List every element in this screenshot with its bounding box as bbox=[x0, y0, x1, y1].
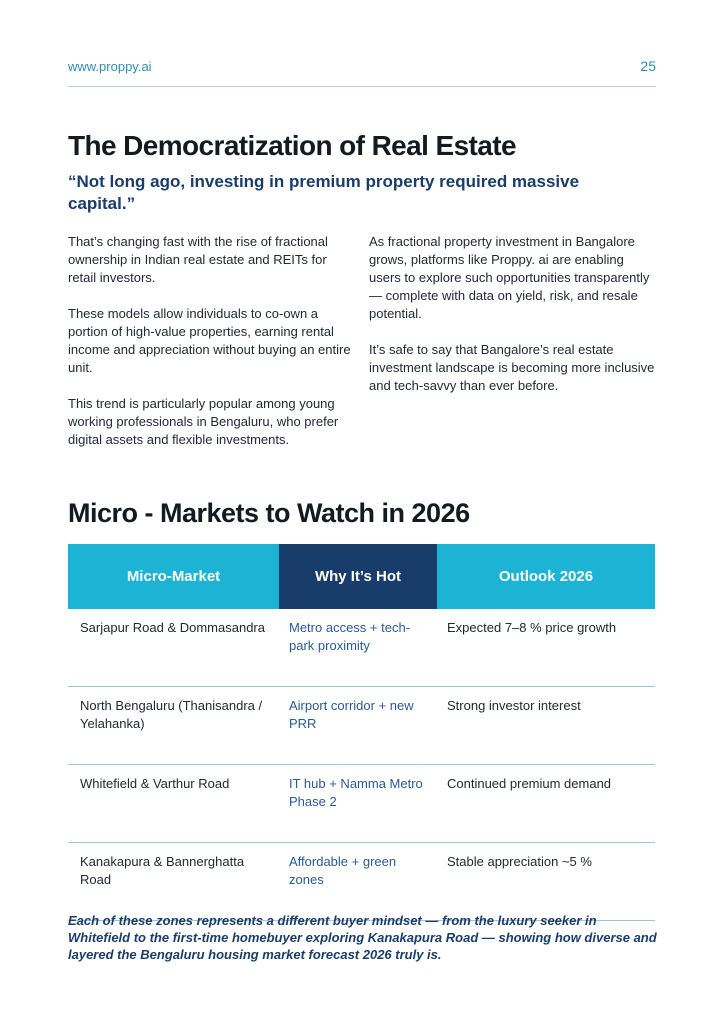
markets-heading: Micro - Markets to Watch in 2026 bbox=[68, 498, 470, 528]
closing-note: Each of these zones represents a different buyer mindset — from the luxury seeker in Whitefield to the first-time homebuyer exploring Kanakapura Road — showing how diverse and layered the Bengaluru housing market forecast 2026 truly is. bbox=[68, 913, 657, 962]
column-header-why-hot: Why It’s Hot bbox=[279, 544, 437, 609]
pull-quote: “Not long ago, investing in premium property required massive capital.” bbox=[68, 172, 580, 213]
outlook-cell: Expected 7–8 % price growth bbox=[437, 609, 655, 687]
outlook-cell: Stable appreciation ~5 % bbox=[437, 843, 655, 921]
right-column bbox=[369, 233, 655, 413]
table-row bbox=[68, 609, 655, 687]
micro-markets-table bbox=[68, 544, 655, 921]
reason-cell: IT hub + Namma Metro Phase 2 bbox=[279, 765, 437, 843]
outlook-cell: Continued premium demand bbox=[437, 765, 655, 843]
paragraph: These models allow individuals to co-own a portion of high-value properties, earning rental income and appreciation without buying an entire unit. bbox=[68, 306, 351, 375]
column-header-outlook: Outlook 2026 bbox=[437, 544, 655, 609]
paragraph: As fractional property investment in Bangalore grows, platforms like Proppy. ai are enabling users to explore such opportunities transparently — complete with data on yield, risk, and resale potential. bbox=[369, 234, 650, 321]
reason-cell: Affordable + green zones bbox=[279, 843, 437, 921]
paragraph: This trend is particularly popular among young working professionals in Bengaluru, who prefer digital assets and flexible investments. bbox=[68, 396, 339, 447]
reason-cell: Airport corridor + new PRR bbox=[279, 687, 437, 765]
table-row bbox=[68, 843, 655, 921]
paragraph: That’s changing fast with the rise of fractional ownership in Indian real estate and REITs for retail investors. bbox=[68, 234, 328, 285]
table-row bbox=[68, 687, 655, 765]
market-cell: North Bengaluru (Thanisandra / Yelahanka) bbox=[68, 687, 279, 765]
page-header bbox=[68, 56, 656, 87]
page-number: 25 bbox=[640, 58, 656, 74]
market-cell: Sarjapur Road & Dommasandra bbox=[68, 609, 279, 687]
outlook-cell: Strong investor interest bbox=[437, 687, 655, 765]
left-column bbox=[68, 233, 354, 467]
paragraph: It’s safe to say that Bangalore’s real estate investment landscape is becoming more inclusive and tech-savvy than ever before. bbox=[369, 342, 655, 393]
market-cell: Kanakapura & Bannerghatta Road bbox=[68, 843, 279, 921]
section-title: The Democratization of Real Estate bbox=[68, 130, 516, 161]
table-row bbox=[68, 765, 655, 843]
website-link[interactable]: www.proppy.ai bbox=[68, 59, 152, 74]
column-header-micro-market: Micro-Market bbox=[68, 544, 279, 609]
market-cell: Whitefield & Varthur Road bbox=[68, 765, 279, 843]
table-header-row bbox=[68, 544, 655, 609]
reason-cell: Metro access + tech-park proximity bbox=[279, 609, 437, 687]
